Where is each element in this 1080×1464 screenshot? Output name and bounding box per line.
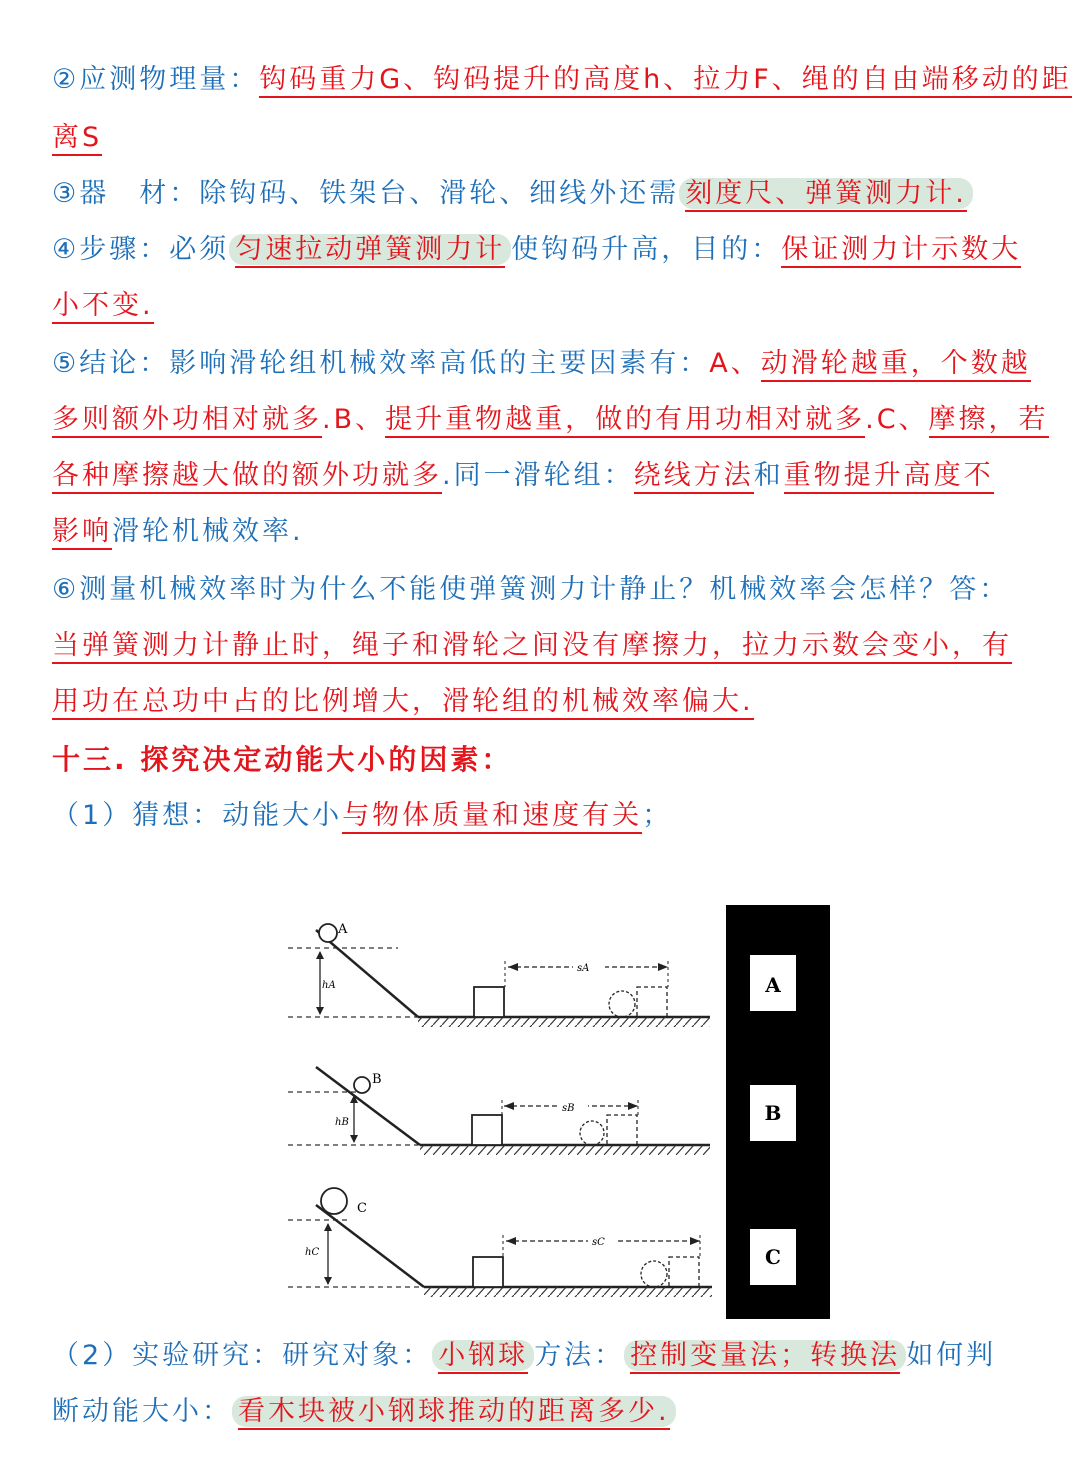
experiment-a xyxy=(288,922,710,1027)
measure-quantities-line xyxy=(52,60,1072,100)
kinetic-energy-figure xyxy=(280,895,840,1325)
measure-quantities-line-2 xyxy=(52,118,1032,158)
conclusion-a-answer-cont: 多则额外功相对就多 xyxy=(52,404,322,438)
distance-a-label: sA xyxy=(577,963,590,974)
distance-b-label: sB xyxy=(562,1103,575,1114)
judge-label: 断动能大小： xyxy=(52,1396,232,1427)
conclusion-line xyxy=(52,344,1032,384)
ghost-block-b xyxy=(607,1115,637,1145)
judge-answer: 看木块被小钢球推动的距离多少. xyxy=(238,1396,670,1430)
conclusion-c-answer: 摩擦，若 xyxy=(929,404,1049,438)
research-label: （2）实验研究：研究对象： xyxy=(52,1340,433,1371)
ghost-block-c xyxy=(669,1257,699,1287)
steps-line xyxy=(52,230,1032,270)
conclusion-line-2 xyxy=(52,400,1049,440)
judge-line xyxy=(52,1392,1032,1432)
ghost-block-a xyxy=(637,987,667,1017)
research-suffix: 如何判 xyxy=(906,1340,997,1371)
research-line xyxy=(52,1336,1032,1376)
guess-line xyxy=(52,796,1032,836)
measure-quantities-label: ②应测物理量： xyxy=(52,64,260,95)
measure-quantities-answer-cont: 离S xyxy=(52,122,102,156)
conclusion-line-4 xyxy=(52,512,1032,552)
panel-label-b: B xyxy=(764,1101,782,1125)
research-object-answer: 小钢球 xyxy=(438,1340,528,1374)
height-a-label: hA xyxy=(322,980,336,991)
conclusion-a-label: A、 xyxy=(709,348,761,379)
steps-answer-2-cont: 小不变. xyxy=(52,290,154,324)
answer-line-1 xyxy=(52,626,1032,666)
conclusion-b-label: .B、 xyxy=(322,404,386,435)
experiment-b xyxy=(288,1067,710,1155)
answer-line-2 xyxy=(52,682,1032,722)
block-c xyxy=(473,1257,503,1287)
steps-answer-2: 保证测力计示数大 xyxy=(781,234,1021,268)
ball-c xyxy=(321,1188,347,1214)
conclusion-a-answer: 动滑轮越重，个数越 xyxy=(761,348,1031,382)
equipment-answer: 刻度尺、弹簧测力计. xyxy=(685,178,967,212)
question-text: ⑥测量机械效率时为什么不能使弹簧测力计静止？机械效率会怎样？答： xyxy=(52,574,1010,605)
equipment-line xyxy=(52,174,1032,214)
steps-answer-1: 匀速拉动弹簧测力计 xyxy=(235,234,505,268)
and-text: 和 xyxy=(753,460,784,491)
guess-suffix: ； xyxy=(642,800,673,831)
question-answer-2: 用功在总功中占的比例增大，滑轮组的机械效率偏大. xyxy=(52,686,754,720)
ball-a xyxy=(319,924,337,942)
conclusion-b-answer: 提升重物越重，做的有用功相对就多 xyxy=(385,404,865,438)
winding-method-answer: 绕线方法 xyxy=(634,460,754,494)
ball-c-label: C xyxy=(357,1201,367,1216)
question-answer-1: 当弹簧测力计静止时，绳子和滑轮之间没有摩擦力，拉力示数会变小，有 xyxy=(52,630,1012,664)
ghost-ball-c xyxy=(641,1261,667,1287)
steps-line-2 xyxy=(52,286,1032,326)
height-b-label: hB xyxy=(335,1117,349,1128)
method-label: 方法： xyxy=(534,1340,625,1371)
measure-quantities-answer: 钩码重力G、钩码提升的高度h、拉力F、绳的自由端移动的距 xyxy=(259,64,1072,98)
method-answer: 控制变量法；转换法 xyxy=(630,1340,900,1374)
distance-c-label: sC xyxy=(592,1237,605,1248)
conclusion-c-label: .C、 xyxy=(865,404,929,435)
panel-label-c: C xyxy=(765,1245,781,1269)
guess-label: （1）猜想：动能大小 xyxy=(52,800,343,831)
steps-label: ④步骤：必须 xyxy=(52,234,230,265)
conclusion-label: ⑤结论：影响滑轮组机械效率高低的主要因素有： xyxy=(52,348,710,379)
ghost-ball-a xyxy=(609,991,635,1017)
conclusion-c-answer-cont: 各种摩擦越大做的额外功就多 xyxy=(52,460,442,494)
ghost-ball-b xyxy=(580,1121,604,1145)
block-b xyxy=(472,1115,502,1145)
equipment-label: ③器 材：除钩码、铁架台、滑轮、细线外还需 xyxy=(52,178,680,209)
conclusion-line-3 xyxy=(52,456,1032,496)
block-a xyxy=(474,987,504,1017)
ball-b xyxy=(354,1077,370,1093)
same-pulley-label: .同一滑轮组： xyxy=(442,460,634,491)
lift-height-answer: 重物提升高度不 xyxy=(784,460,994,494)
lift-height-answer-cont: 影响 xyxy=(52,516,112,550)
question-line xyxy=(52,570,1032,610)
steps-mid: 使钩码升高，目的： xyxy=(511,234,782,265)
ball-a-label: A xyxy=(338,922,348,937)
guess-answer: 与物体质量和速度有关 xyxy=(342,800,642,834)
experiment-c xyxy=(288,1188,712,1297)
panel-label-a: A xyxy=(765,973,781,997)
conclusion-suffix: 滑轮机械效率. xyxy=(112,516,304,547)
height-c-label: hC xyxy=(305,1247,320,1258)
section-heading: 十三. 探究决定动能大小的因素： xyxy=(52,743,513,776)
ball-b-label: B xyxy=(372,1072,382,1087)
